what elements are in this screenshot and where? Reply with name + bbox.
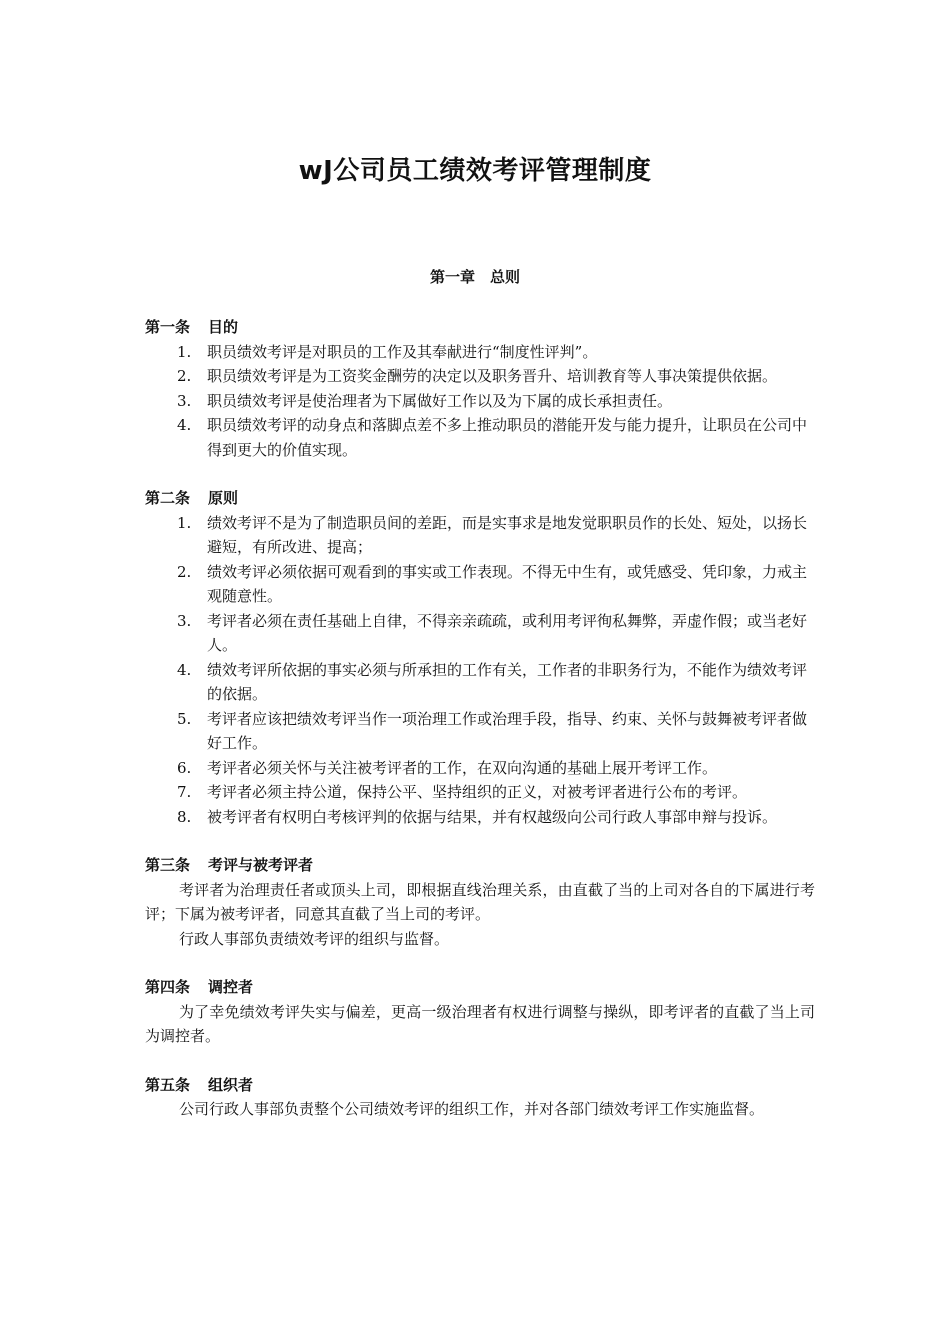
list-item bbox=[145, 511, 815, 560]
article-3 bbox=[145, 853, 815, 951]
item-index: 5. bbox=[177, 709, 192, 728]
document-title: wJ公司员工绩效考评管理制度 bbox=[298, 156, 652, 186]
article-title: 组织者 bbox=[208, 1075, 254, 1094]
item-index: 7. bbox=[177, 783, 192, 801]
article-heading bbox=[145, 315, 815, 340]
article-title: 原则 bbox=[208, 489, 239, 507]
item-text: 被考评者有权明白考核评判的依据与结果，并有权越级向公司行政人事部申辩与投诉。 bbox=[207, 807, 778, 826]
item-index: 8. bbox=[177, 807, 192, 826]
document-body bbox=[145, 315, 815, 1146]
item-text: 考评者应该把绩效考评当作一项治理工作或治理手段，指导、约束、关怀与鼓舞被考评者做好工作。 bbox=[207, 709, 808, 752]
item-index: 4. bbox=[177, 660, 192, 679]
list-item bbox=[145, 609, 815, 658]
article-heading bbox=[145, 486, 815, 511]
article-number: 第二条 bbox=[145, 489, 191, 507]
article-title: 调控者 bbox=[208, 978, 254, 996]
article-paragraph: 行政人事部负责绩效考评的组织与监督。 bbox=[179, 929, 450, 948]
article-number: 第五条 bbox=[145, 1075, 191, 1094]
item-index: 1. bbox=[177, 342, 192, 361]
item-text: 考评者必须在责任基础上自律，不得亲亲疏疏，或利用考评徇私舞弊，弄虚作假；或当老好人。 bbox=[207, 611, 808, 654]
article-title: 考评与被考评者 bbox=[208, 856, 314, 874]
list-item bbox=[145, 364, 815, 389]
list-item bbox=[145, 780, 815, 805]
article-number: 第一条 bbox=[145, 318, 191, 336]
item-index: 3. bbox=[177, 391, 192, 410]
article-1 bbox=[145, 315, 815, 462]
item-index: 2. bbox=[177, 367, 192, 385]
article-title: 目的 bbox=[208, 318, 239, 336]
chapter-heading: 第一章 总则 bbox=[429, 268, 520, 286]
item-text: 职员绩效考评是为工资奖金酬劳的决定以及职务晋升、培训教育等人事决策提供依据。 bbox=[207, 367, 778, 385]
item-text: 考评者必须关怀与关注被考评者的工作，在双向沟通的基础上展开考评工作。 bbox=[207, 758, 718, 777]
item-index: 6. bbox=[177, 758, 192, 777]
article-paragraph: 为了幸免绩效考评失实与偏差，更高一级治理者有权进行调整与操纵，即考评者的直截了当上司为调控者。 bbox=[145, 1002, 815, 1045]
item-text: 绩效考评所依据的事实必须与所承担的工作有关，工作者的非职务行为，不能作为绩效考评的依据。 bbox=[207, 660, 808, 703]
list-item bbox=[145, 389, 815, 414]
item-index: 2. bbox=[177, 562, 192, 581]
article-number: 第三条 bbox=[145, 856, 191, 874]
article-number: 第四条 bbox=[145, 978, 191, 996]
item-index: 4. bbox=[177, 416, 192, 434]
item-text: 职员绩效考评的动身点和落脚点差不多上推动职员的潜能开发与能力提升，让职员在公司中得到更大的价值实现。 bbox=[207, 416, 808, 459]
article-5 bbox=[145, 1073, 815, 1122]
list-item bbox=[145, 658, 815, 707]
article-heading bbox=[145, 975, 815, 1000]
item-text: 职员绩效考评是使治理者为下属做好工作以及为下属的成长承担责任。 bbox=[207, 391, 673, 410]
list-item bbox=[145, 340, 815, 365]
article-heading bbox=[145, 1073, 815, 1098]
list-item bbox=[145, 707, 815, 756]
article-paragraph: 公司行政人事部负责整个公司绩效考评的组织工作，并对各部门绩效考评工作实施监督。 bbox=[179, 1100, 765, 1118]
article-item-list bbox=[145, 340, 815, 463]
article-paragraph: 考评者为治理责任者或顶头上司，即根据直线治理关系，由直截了当的上司对各自的下属进行考评；下属为被考评者，同意其直截了当上司的考评。 bbox=[145, 880, 815, 923]
list-item bbox=[145, 805, 815, 830]
item-index: 1. bbox=[177, 513, 192, 532]
item-text: 绩效考评必须依据可观看到的事实或工作表现。不得无中生有，或凭感受、凭印象，力戒主观随意性。 bbox=[207, 562, 808, 605]
list-item bbox=[145, 413, 815, 462]
article-heading bbox=[145, 853, 815, 878]
item-text: 职员绩效考评是对职员的工作及其奉献进行“制度性评判”。 bbox=[207, 342, 598, 361]
list-item bbox=[145, 756, 815, 781]
item-text: 考评者必须主持公道，保持公平、坚持组织的正义，对被考评者进行公布的考评。 bbox=[207, 783, 748, 801]
item-index: 3. bbox=[177, 611, 192, 630]
article-item-list bbox=[145, 511, 815, 830]
article-4 bbox=[145, 975, 815, 1049]
item-text: 绩效考评不是为了制造职员间的差距，而是实事求是地发觉职职员作的长处、短处，以扬长避短，有所改进、提高； bbox=[207, 513, 808, 556]
article-2 bbox=[145, 486, 815, 829]
list-item bbox=[145, 560, 815, 609]
